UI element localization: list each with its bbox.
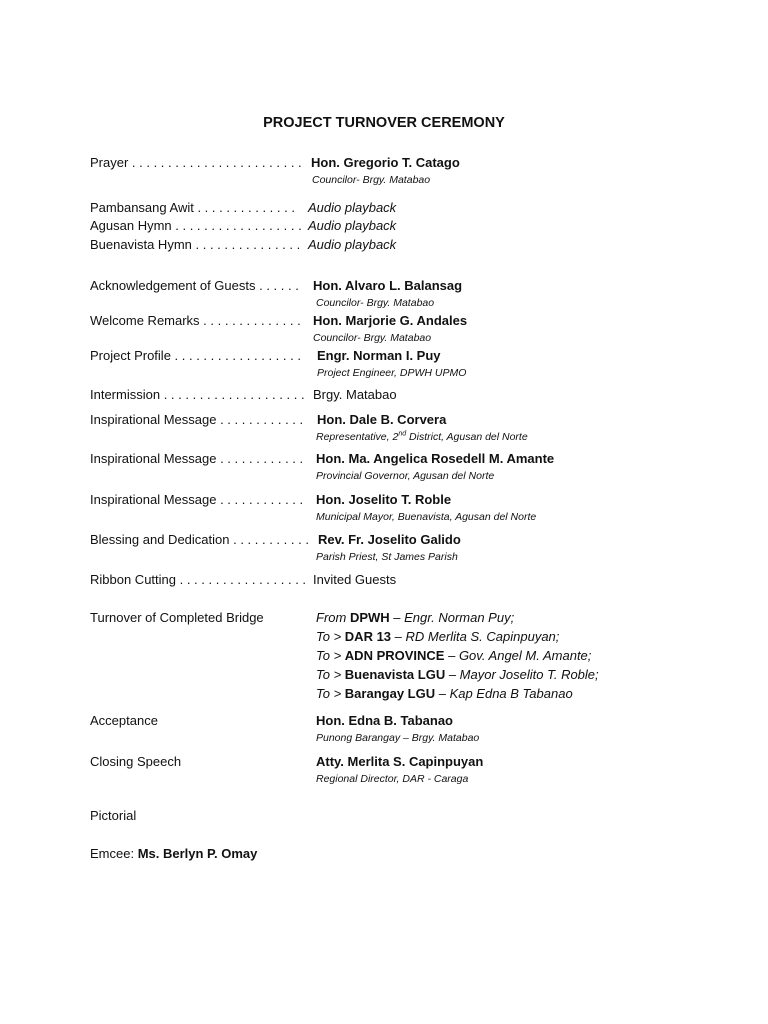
acceptance-name: Hon. Edna B. Tabanao xyxy=(316,713,453,728)
acceptance-role: Punong Barangay – Brgy. Matabao xyxy=(316,732,480,744)
program-item-label: Blessing and Dedication . . . . . . . . . . . xyxy=(90,532,309,547)
program-item-label: Pambansang Awit . . . . . . . . . . . . . . xyxy=(90,200,295,215)
document-title: PROJECT TURNOVER CEREMONY xyxy=(263,115,505,131)
program-item-value: Audio playback xyxy=(308,218,397,233)
program-item-label: Inspirational Message . . . . . . . . . . . . xyxy=(90,451,304,466)
program-item-label: Project Profile . . . . . . . . . . . . . . . . . . xyxy=(90,348,301,363)
program-item-label: Acknowledgement of Guests . . . . . . xyxy=(90,278,299,293)
program-item-value: Invited Guests xyxy=(313,572,397,587)
program-item-label: Welcome Remarks . . . . . . . . . . . . . . xyxy=(90,313,301,328)
program-item-name: Hon. Gregorio T. Catago xyxy=(311,155,460,170)
turnover-label: Turnover of Completed Bridge xyxy=(90,610,264,625)
program-item-name: Hon. Alvaro L. Balansag xyxy=(313,278,463,293)
program-item-role: Councilor- Brgy. Matabao xyxy=(312,174,431,186)
pictorial-label: Pictorial xyxy=(90,808,137,823)
program-item-label: Ribbon Cutting . . . . . . . . . . . . . . . . . . xyxy=(90,572,307,587)
program-item-label: Prayer . . . . . . . . . . . . . . . . . . . . . . . . xyxy=(90,155,302,170)
program-item-name: Hon. Ma. Angelica Rosedell M. Amante xyxy=(316,451,555,466)
program-item-name: Rev. Fr. Joselito Galido xyxy=(318,532,461,547)
program-item-role: Representative, 2nd District, Agusan del Norte xyxy=(316,430,528,443)
emcee-line: Emcee: Ms. Berlyn P. Omay xyxy=(90,846,258,861)
program-item-role: Project Engineer, DPWH UPMO xyxy=(317,367,467,379)
program-item-name: Hon. Joselito T. Roble xyxy=(316,492,452,507)
program-item-name: Hon. Dale B. Corvera xyxy=(317,412,447,427)
turnover-line: From DPWH – Engr. Norman Puy; xyxy=(316,610,515,625)
program-item-role: Provincial Governor, Agusan del Norte xyxy=(316,470,495,482)
program-item-value: Audio playback xyxy=(308,237,397,252)
program-item-role: Councilor- Brgy. Matabao xyxy=(316,297,435,309)
program-item-value: Audio playback xyxy=(308,200,397,215)
program-item-name: Hon. Marjorie G. Andales xyxy=(313,313,468,328)
turnover-line: To > ADN PROVINCE – Gov. Angel M. Amante; xyxy=(316,648,592,663)
closing-name: Atty. Merlita S. Capinpuyan xyxy=(316,754,484,769)
program-item-role: Councilor- Brgy. Matabao xyxy=(313,332,432,344)
program-item-label: Agusan Hymn . . . . . . . . . . . . . . . . . . xyxy=(90,218,302,233)
turnover-line: To > Barangay LGU – Kap Edna B Tabanao xyxy=(316,686,573,701)
closing-role: Regional Director, DAR - Caraga xyxy=(316,773,469,785)
program-item-label: Inspirational Message . . . . . . . . . . . . xyxy=(90,492,304,507)
closing-label: Closing Speech xyxy=(90,754,182,769)
program-item-label: Inspirational Message . . . . . . . . . . . . xyxy=(90,412,304,427)
program-item-role: Municipal Mayor, Buenavista, Agusan del Norte xyxy=(316,511,537,523)
program-item-value: Brgy. Matabao xyxy=(313,387,397,402)
program-item-label: Buenavista Hymn . . . . . . . . . . . . . . . xyxy=(90,237,301,252)
acceptance-label: Acceptance xyxy=(90,713,158,728)
program-item-name: Engr. Norman I. Puy xyxy=(317,348,441,363)
turnover-line: To > DAR 13 – RD Merlita S. Capinpuyan; xyxy=(316,629,560,644)
program-item-role: Parish Priest, St James Parish xyxy=(316,551,458,563)
program-item-label: Intermission . . . . . . . . . . . . . . . . . . . . xyxy=(90,387,305,402)
turnover-line: To > Buenavista LGU – Mayor Joselito T. Roble; xyxy=(316,667,599,682)
